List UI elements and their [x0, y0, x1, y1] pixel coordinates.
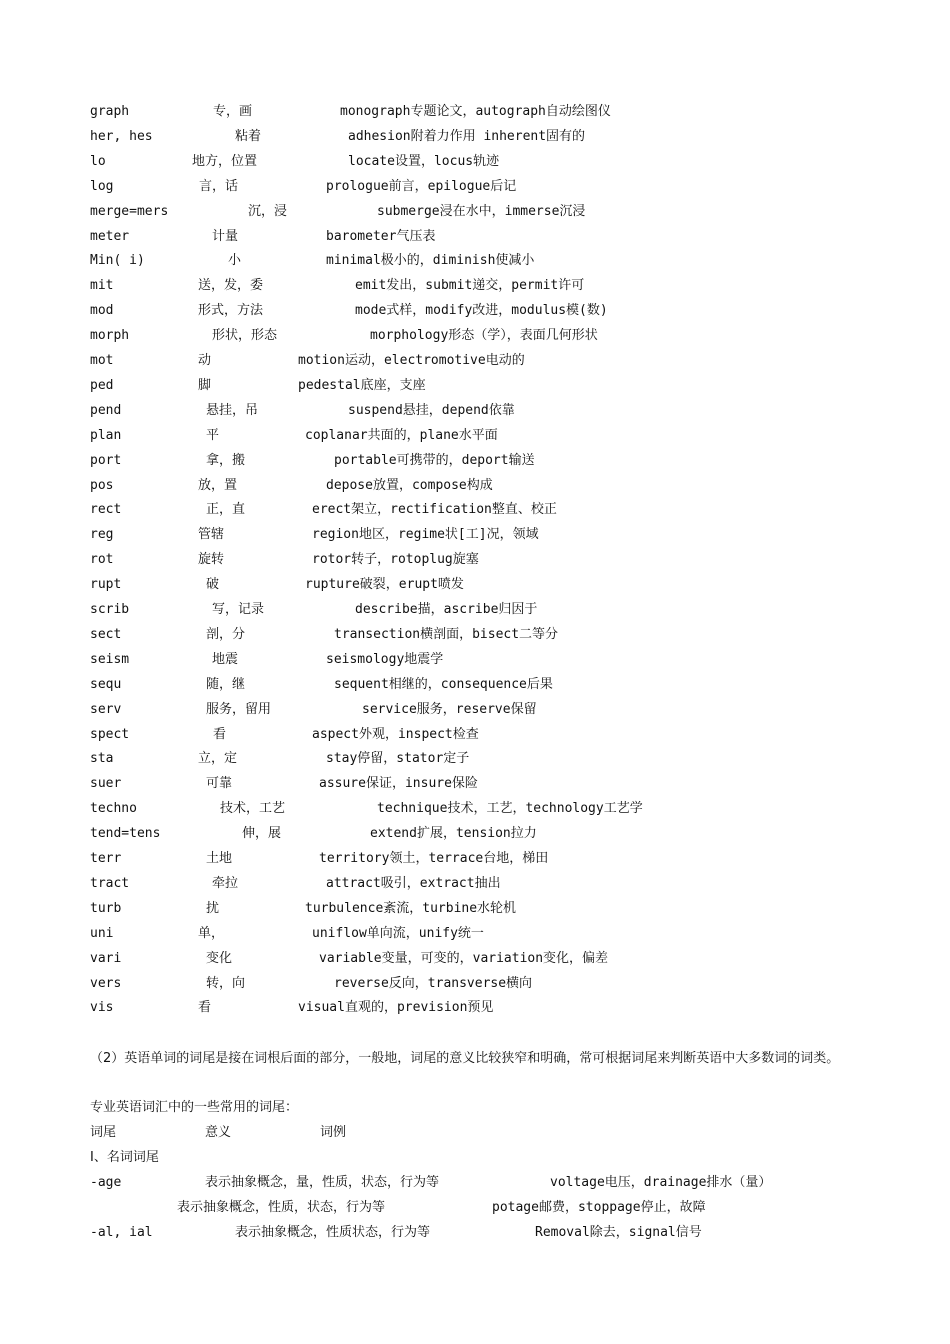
- suffix-intro: 专业英语词汇中的一些常用的词尾：: [90, 1100, 299, 1115]
- root-term: mit: [90, 278, 114, 294]
- root-term: techno: [90, 801, 137, 817]
- root-meaning: 脚: [198, 377, 212, 393]
- root-term: vers: [90, 975, 122, 991]
- root-term: spect: [90, 726, 130, 742]
- root-examples: aspect外观，inspect检查: [312, 726, 479, 742]
- root-meaning: 放，置: [198, 477, 238, 493]
- root-term: ped: [90, 377, 114, 393]
- root-meaning: 单，: [198, 925, 225, 941]
- root-meaning: 土地: [206, 851, 233, 866]
- root-term: meter: [90, 228, 130, 244]
- root-examples: emit发出，submit递交，permit许可: [355, 278, 585, 294]
- suffix-examples: potage邮费，stoppage停止，故障: [492, 1200, 706, 1215]
- suffix-examples: Removal除去，signal信号: [535, 1225, 702, 1240]
- root-examples: submerge浸在水中，immerse沉浸: [377, 203, 586, 219]
- root-meaning: 小: [228, 253, 242, 269]
- root-meaning: 地震: [212, 651, 239, 667]
- root-term: vis: [90, 1000, 114, 1016]
- root-examples: assure保证，insure保险: [319, 776, 478, 792]
- root-examples: extend扩展，tension拉力: [370, 826, 537, 842]
- root-term: Min( i): [90, 253, 145, 269]
- root-term: pos: [90, 477, 114, 493]
- root-examples: motion运动，electromotive电动的: [298, 353, 525, 368]
- root-meaning: 悬挂，吊: [206, 402, 259, 418]
- root-examples: adhesion附着力作用 inherent固有的: [348, 128, 586, 144]
- root-meaning: 粘着: [235, 128, 262, 144]
- root-term: scrib: [90, 602, 130, 617]
- root-meaning: 看: [213, 726, 227, 742]
- suffix-paragraph: （2）英语单词的词尾是接在词根后面的部分，一般地，词尾的意义比较狭窄和明确，常可根据词尾来判断英语中大多数词的词类。: [90, 1051, 840, 1066]
- suffix-meaning: 表示抽象概念，性质，状态，行为等: [177, 1200, 386, 1215]
- root-meaning: 牵拉: [212, 875, 239, 891]
- root-examples: mode式样，modify改进，modulus模(数): [355, 303, 608, 319]
- root-meaning: 拿，搬: [206, 452, 246, 468]
- root-term: her, hes: [90, 128, 153, 144]
- root-examples: portable可携带的，deport输送: [334, 452, 535, 468]
- root-examples: suspend悬挂，depend依靠: [348, 402, 515, 418]
- root-term: reg: [90, 527, 114, 543]
- root-meaning: 沉，浸: [248, 203, 288, 219]
- root-term: tract: [90, 875, 130, 891]
- suffix-meaning: 表示抽象概念，性质状态，行为等: [235, 1225, 431, 1240]
- root-meaning: 正，直: [206, 502, 246, 518]
- root-examples: territory领土，terrace台地，梯田: [319, 851, 549, 866]
- root-term: turb: [90, 900, 122, 916]
- suffix-meaning: 表示抽象概念，量，性质，状态，行为等: [205, 1175, 440, 1190]
- header-suffix: 词尾: [90, 1125, 117, 1140]
- root-examples: coplanar共面的，plane水平面: [305, 427, 498, 443]
- root-term: tend=tens: [90, 826, 161, 842]
- root-term: suer: [90, 776, 122, 792]
- root-meaning: 地方，位置: [192, 153, 258, 169]
- root-meaning: 可靠: [206, 776, 233, 792]
- root-meaning: 扰: [206, 900, 220, 916]
- suffix-term: -al, ial: [90, 1225, 153, 1240]
- root-term: sequ: [90, 676, 122, 692]
- root-examples: sequent相继的，consequence后果: [334, 676, 553, 692]
- root-term: serv: [90, 701, 122, 717]
- root-examples: region地区，regime状[工]况，领域: [312, 527, 539, 543]
- root-term: morph: [90, 328, 130, 344]
- root-examples: seismology地震学: [326, 651, 444, 667]
- suffix-examples: voltage电压，drainage排水（量）: [550, 1175, 772, 1190]
- root-term: mot: [90, 353, 114, 368]
- root-term: port: [90, 452, 122, 468]
- root-examples: technique技术，工艺，technology工艺学: [377, 801, 643, 817]
- root-examples: attract吸引，extract抽出: [326, 875, 501, 891]
- root-meaning: 写，记录: [212, 602, 265, 617]
- root-term: rot: [90, 552, 114, 568]
- section-title: Ⅰ、名词词尾: [90, 1150, 159, 1165]
- header-example: 词例: [320, 1125, 347, 1140]
- root-meaning: 平: [206, 427, 220, 443]
- root-term: plan: [90, 427, 122, 443]
- root-meaning: 专，画: [213, 104, 253, 119]
- root-term: graph: [90, 104, 130, 119]
- root-meaning: 破: [206, 577, 220, 593]
- suffix-term: -age: [90, 1175, 122, 1190]
- root-examples: reverse反向，transverse横向: [334, 975, 533, 991]
- root-examples: barometer气压表: [326, 228, 436, 244]
- root-meaning: 技术，工艺: [220, 801, 286, 817]
- root-term: sta: [90, 751, 114, 767]
- root-examples: monograph专题论文，autograph自动绘图仪: [340, 104, 611, 119]
- root-examples: erect架立，rectification整直、校正: [312, 502, 557, 518]
- root-examples: locate设置，locus轨迹: [348, 153, 500, 169]
- root-meaning: 动: [198, 353, 212, 368]
- root-meaning: 随，继: [206, 676, 246, 692]
- root-meaning: 剖，分: [206, 626, 246, 642]
- root-examples: rupture破裂，erupt喷发: [305, 577, 464, 593]
- root-meaning: 计量: [212, 228, 239, 244]
- root-examples: depose放置，compose构成: [326, 477, 493, 493]
- root-examples: prologue前言，epilogue后记: [326, 178, 517, 194]
- root-meaning: 伸，展: [242, 826, 282, 842]
- root-term: seism: [90, 651, 130, 667]
- root-meaning: 形状，形态: [212, 328, 278, 344]
- root-meaning: 服务，留用: [206, 701, 272, 717]
- root-term: sect: [90, 626, 122, 642]
- root-meaning: 送，发，委: [198, 278, 264, 294]
- root-examples: pedestal底座，支座: [298, 377, 426, 393]
- root-meaning: 形式，方法: [198, 303, 264, 319]
- root-term: rect: [90, 502, 122, 518]
- root-examples: visual直观的，prevision预见: [298, 1000, 494, 1016]
- root-meaning: 转，向: [206, 975, 246, 991]
- root-meaning: 立，定: [198, 751, 238, 767]
- root-examples: stay停留，stator定子: [326, 751, 470, 767]
- root-examples: uniflow单向流，unify统一: [312, 925, 484, 941]
- root-meaning: 旋转: [198, 552, 225, 568]
- root-term: log: [90, 178, 114, 194]
- root-meaning: 言，话: [199, 178, 239, 194]
- root-examples: service服务，reserve保留: [362, 701, 537, 717]
- root-term: merge=mers: [90, 203, 169, 219]
- root-examples: transection横剖面，bisect二等分: [334, 626, 559, 642]
- root-examples: minimal极小的，diminish使减小: [326, 253, 535, 269]
- root-meaning: 变化: [206, 950, 233, 966]
- root-meaning: 管辖: [198, 527, 225, 543]
- root-examples: describe描，ascribe归因于: [355, 602, 538, 617]
- root-examples: variable变量，可变的，variation变化，偏差: [319, 950, 609, 966]
- root-term: terr: [90, 851, 122, 866]
- root-term: lo: [90, 153, 106, 169]
- root-examples: rotor转子，rotoplug旋塞: [312, 552, 479, 568]
- root-meaning: 看: [198, 1000, 212, 1016]
- root-term: pend: [90, 402, 122, 418]
- header-meaning: 意义: [205, 1125, 232, 1140]
- root-examples: turbulence紊流，turbine水轮机: [305, 900, 517, 916]
- root-term: uni: [90, 925, 114, 941]
- root-term: vari: [90, 950, 122, 966]
- root-term: rupt: [90, 577, 122, 593]
- root-term: mod: [90, 303, 114, 319]
- root-examples: morphology形态（学），表面几何形状: [370, 328, 598, 344]
